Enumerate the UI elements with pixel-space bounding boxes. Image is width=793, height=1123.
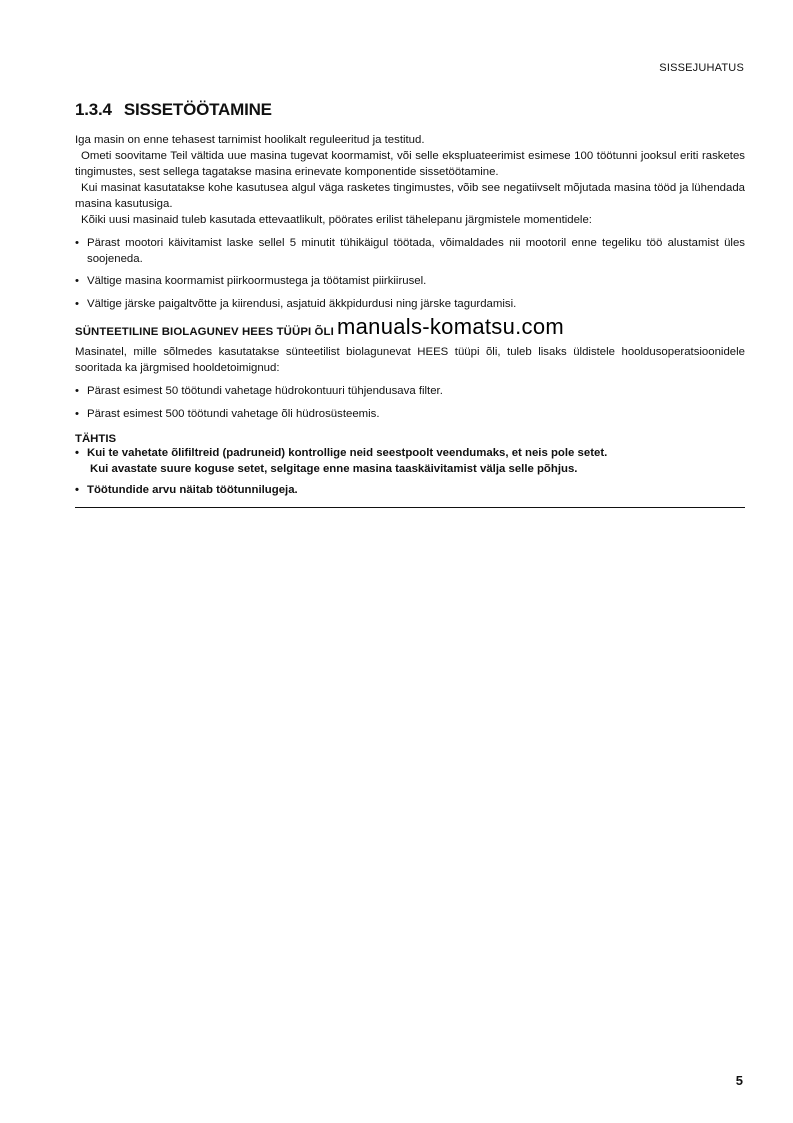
careful-use-paragraph: Kõiki uusi masinaid tuleb kasutada ettevaatlikult, pöörates erilist tähelepanu järgmistele momentidele: [81, 214, 592, 226]
page-number: 5 [735, 1073, 743, 1088]
section-number: 1.3.4 [75, 100, 112, 119]
important-title: TÄHTIS [75, 433, 117, 445]
list-item [75, 384, 745, 400]
list-item-text: Pärast esimest 500 töötundi vahetage õli hüdrosüsteemis. [87, 407, 380, 420]
bullet-glyph: • [75, 447, 79, 459]
section-title-text: SISSETÖÖTAMINE [123, 100, 272, 119]
break-in-bullet-list [75, 236, 745, 312]
watermark-text: manuals-komatsu.com [337, 314, 564, 339]
important-notice [75, 432, 745, 508]
main-content [75, 100, 745, 508]
list-item [75, 446, 745, 477]
synthetic-oil-paragraph: Masinatel, mille sõlmedes kasutatakse sünteetilist biolagunevat HEES tüüpi õli, tuleb lisaks üldistele hooldusoperatsioonidele sooritada ka järgmised hooldetoimignud: [75, 346, 745, 374]
bullet-glyph: • [75, 237, 79, 249]
important-list [75, 446, 745, 499]
bullet-glyph: • [75, 275, 79, 287]
intro-paragraph: Iga masin on enne tehasest tarnimist hoolikalt reguleeritud ja testitud. [75, 134, 425, 146]
list-item-text: Pärast esimest 50 töötundi vahetage hüdrokontuuri tühjendusava filter. [87, 385, 443, 397]
synthetic-oil-heading: SÜNTEETILINE BIOLAGUNEV HEES TÜÜPI ÕLI [75, 326, 334, 338]
heavy-conditions-paragraph: Kui masinat kasutatakse kohe kasutusea algul väga rasketes tingimustes, võib see negatiivselt mõjutada masina tööd ja lühendada masina kasutusiga. [75, 182, 745, 210]
bullet-glyph: • [75, 407, 79, 420]
list-item [75, 274, 745, 290]
list-item-text: Vältige järske paigaltvõtte ja kiirendusi, asjatuid äkkpidurdusi ning järske tagurdamisi. [87, 297, 517, 310]
bullet-glyph: • [75, 297, 79, 310]
synthetic-oil-bullet-list [75, 384, 745, 422]
list-item-text: Pärast mootori käivitamist laske sellel 5 minutit tühikäigul töötada, võimaldades nii mootoril enne tegeliku töö alustamist üles soojeneda. [87, 237, 745, 265]
list-item-text: Vältige masina koormamist piirkoormustega ja töötamist piirkiirusel. [87, 275, 427, 287]
important-item-line: Kui te vahetate õlifiltreid (padruneid) kontrollige neid seestpoolt veendumaks, et neis pole setet. [87, 447, 608, 459]
list-item [75, 483, 745, 499]
list-item [75, 236, 745, 267]
list-item [75, 407, 745, 423]
recommendation-paragraph: Ometi soovitame Teil vältida uue masina tugevat koormamist, või selle ekspluateerimist esimese 100 töötunni jooksul eriti rasketes tingimustes, sest sellega tagatakse masina erinevate komponentide sissetöötamine. [75, 150, 745, 178]
section-divider [75, 507, 745, 508]
running-header: SISSEJUHATUS [659, 62, 744, 74]
important-item-line: Kui avastate suure koguse setet, selgitage enne masina taaskäivitamist välja selle põhjus. [90, 462, 578, 475]
bullet-glyph: • [75, 385, 79, 397]
section-title [75, 100, 745, 120]
bullet-glyph: • [75, 484, 79, 496]
list-item [75, 297, 745, 313]
important-item-line: Töötundide arvu näitab töötunnilugeja. [87, 484, 298, 496]
